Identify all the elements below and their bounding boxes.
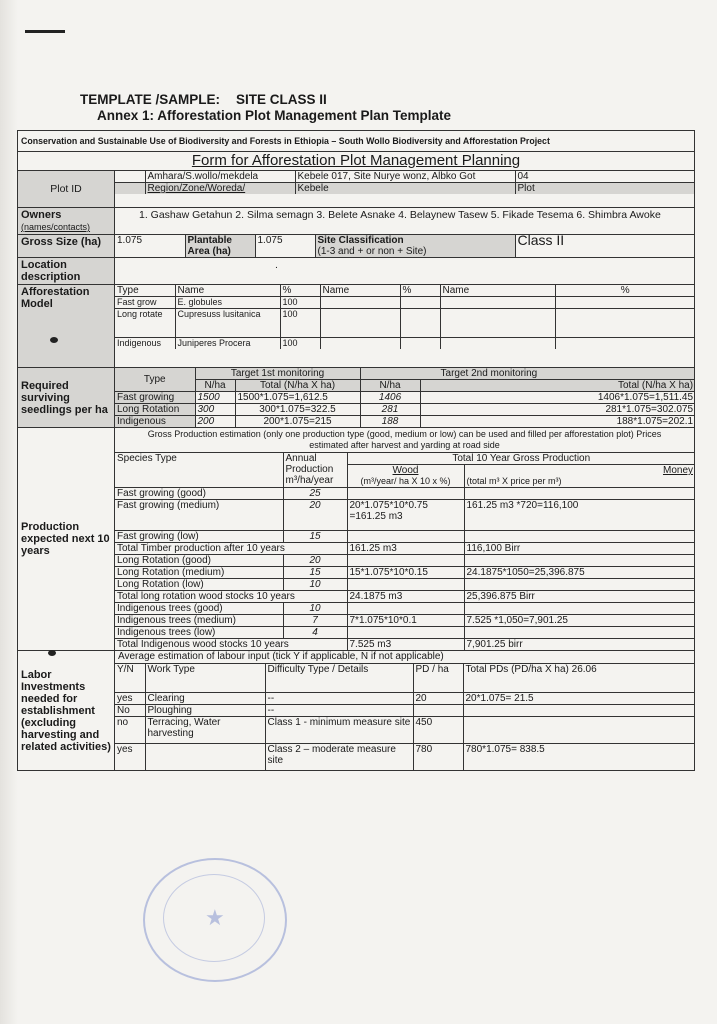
plot-id-table [115, 171, 695, 194]
gross-size-value: 1.075 [117, 235, 143, 246]
target1-header: Target 1st monitoring [195, 368, 360, 380]
labor-table [115, 663, 695, 770]
seedling-t2: 1406*1.075=1,511.45 [420, 392, 695, 404]
production-species: Fast growing (low) [115, 531, 283, 543]
seedling-type: Indigenous [115, 416, 195, 428]
site-class-value: Class II [517, 232, 565, 248]
model-row-type: Fast grow [115, 297, 175, 309]
model-header-type: Type [115, 285, 175, 297]
ink-blot [50, 337, 58, 343]
production-money [464, 531, 695, 543]
labor-pd: 780 [413, 744, 463, 771]
management-plan-form [17, 130, 695, 771]
production-species: Fast growing (medium) [115, 500, 283, 531]
model-row-pct: 100 [280, 338, 320, 350]
labor-label: Labor Investments needed for establishment (excluding harvesting and related activities) [18, 651, 115, 771]
owners-value: 1. Gashaw Getahun 2. Silma semagn 3. Belete Asnake 4. Belaynew Tasew 5. Fikade Tesema 6. Shimbra Awoke [115, 208, 695, 235]
seedling-type: Long Rotation [115, 404, 195, 416]
labor-work: Ploughing [145, 705, 265, 717]
production-wood [347, 555, 464, 567]
form-title: Form for Afforestation Plot Management Planning [18, 152, 695, 171]
seedling-t1: 300*1.075=322.5 [235, 404, 360, 416]
production-money: 7,901.25 birr [464, 639, 695, 651]
production-money [464, 627, 695, 639]
annex-title: Annex 1: Afforestation Plot Management Plan Template [97, 108, 452, 123]
production-annual: 7 [283, 615, 347, 627]
production-species: Total long rotation wood stocks 10 years [115, 591, 347, 603]
production-table [115, 452, 695, 650]
production-annual: 15 [283, 531, 347, 543]
labor-header-yn: Y/N [115, 664, 145, 693]
labor-yn: yes [115, 693, 145, 705]
production-annual: 15 [283, 567, 347, 579]
model-table [115, 285, 695, 349]
plot-label: Plot [515, 183, 695, 195]
model-header-name2: Name [320, 285, 400, 297]
production-annual: 20 [283, 555, 347, 567]
model-row-type: Long rotate [115, 309, 175, 338]
labor-difficulty: Class 1 - minimum measure site [265, 717, 413, 744]
plantable-label: Plantable Area (ha) [185, 235, 255, 257]
model-header-name3: Name [440, 285, 555, 297]
seedlings-type-header: Type [115, 368, 195, 392]
annual-header: Annual Production m³/ha/year [283, 453, 347, 488]
model-row-name: Cupresuss lusitanica [175, 309, 280, 338]
seedling-n2: 1406 [360, 392, 420, 404]
labor-header-work: Work Type [145, 664, 265, 693]
target1-total-header: Total (N/ha X ha) [235, 380, 360, 392]
seedling-type: Fast growing [115, 392, 195, 404]
seedling-n1: 1500 [195, 392, 235, 404]
total10-header: Total 10 Year Gross Production [347, 453, 695, 465]
model-row-pct: 100 [280, 309, 320, 338]
model-header-pct1: % [280, 285, 320, 297]
ink-blot [48, 650, 56, 656]
paper-edge [0, 0, 18, 1024]
template-heading [80, 92, 327, 107]
labor-yn: No [115, 705, 145, 717]
gross-size-table [115, 232, 695, 257]
production-annual: 4 [283, 627, 347, 639]
model-row-name: E. globules [175, 297, 280, 309]
owners-label: Owners [21, 209, 62, 221]
production-money: 116,100 Birr [464, 543, 695, 555]
labor-difficulty: -- [265, 693, 413, 705]
target2-header: Target 2nd monitoring [360, 368, 695, 380]
seedling-t2: 188*1.075=202.1 [420, 416, 695, 428]
production-species: Indigenous trees (low) [115, 627, 283, 639]
production-annual: 10 [283, 603, 347, 615]
production-wood [347, 579, 464, 591]
seedling-n1: 300 [195, 404, 235, 416]
production-wood [347, 488, 464, 500]
production-species: Indigenous trees (medium) [115, 615, 283, 627]
kebele-value: Kebele 017, Site Nurye wonz, Albko Got [295, 171, 515, 183]
model-row-name: Juniperes Procera [175, 338, 280, 350]
production-species: Fast growing (good) [115, 488, 283, 500]
labor-total: 780*1.075= 838.5 [463, 744, 695, 771]
labor-work: Terracing, Water harvesting [145, 717, 265, 744]
target1-nha-header: N/ha [195, 380, 235, 392]
location-label: Location description [18, 258, 115, 285]
production-wood [347, 603, 464, 615]
production-annual: 10 [283, 579, 347, 591]
labor-pd [413, 705, 463, 717]
seedling-n1: 200 [195, 416, 235, 428]
target2-nha-header: N/ha [360, 380, 420, 392]
production-money: 25,396.875 Birr [464, 591, 695, 603]
labor-note: Average estimation of labour input (tick Y if applicable, N if not applicable) [118, 651, 444, 662]
money-subheader: (total m³ X price per m³) [466, 476, 562, 486]
production-wood: 161.25 m3 [347, 543, 464, 555]
labor-work [145, 744, 265, 771]
wood-header: Wood [392, 465, 419, 476]
location-value: . [115, 258, 695, 285]
production-wood: 7*1.075*10*0.1 [347, 615, 464, 627]
region-label: Region/Zone/Woreda/ [145, 183, 295, 195]
production-wood [347, 627, 464, 639]
species-header: Species Type [115, 453, 283, 488]
production-wood [347, 531, 464, 543]
production-wood: 20*1.075*10*0.75 =161.25 m3 [347, 500, 464, 531]
labor-yn: yes [115, 744, 145, 771]
labor-total: 20*1.075= 21.5 [463, 693, 695, 705]
seedlings-label: Required surviving seedlings per ha [18, 368, 115, 428]
labor-total [463, 705, 695, 717]
wood-subheader: (m³/year/ ha X 10 x %) [360, 476, 451, 486]
labor-pd: 20 [413, 693, 463, 705]
production-wood: 24.1875 m3 [347, 591, 464, 603]
money-header: Money [662, 465, 693, 476]
kebele-label: Kebele [295, 183, 515, 195]
model-row-type: Indigenous [115, 338, 175, 350]
labor-difficulty: Class 2 – moderate measure site [265, 744, 413, 771]
seedling-t1: 200*1.075=215 [235, 416, 360, 428]
production-species: Total Timber production after 10 years [115, 543, 347, 555]
production-money: 24.1875*1050=25,396.875 [464, 567, 695, 579]
labor-header-pd: PD / ha [413, 664, 463, 693]
target2-total-header: Total (N/ha X ha) [420, 380, 695, 392]
plantable-value: 1.075 [255, 235, 315, 257]
seedlings-table [115, 368, 695, 427]
seedling-t1: 1500*1.075=1,612.5 [235, 392, 360, 404]
production-species: Long Rotation (good) [115, 555, 283, 567]
production-wood: 7.525 m3 [347, 639, 464, 651]
production-species: Indigenous trees (good) [115, 603, 283, 615]
production-species: Total Indigenous wood stocks 10 years [115, 639, 347, 651]
seedling-t2: 281*1.075=302.075 [420, 404, 695, 416]
pen-mark [25, 30, 65, 33]
labor-difficulty: -- [265, 705, 413, 717]
production-money: 161.25 m3 *720=116,100 [464, 500, 695, 531]
production-annual: 20 [283, 500, 347, 531]
plot-id-label: Plot ID [18, 171, 115, 208]
production-money [464, 488, 695, 500]
site-class-sublabel: (1-3 and + or non + Site) [317, 246, 427, 257]
seedling-n2: 188 [360, 416, 420, 428]
project-line: Conservation and Sustainable Use of Biodiversity and Forests in Ethiopia – South Wollo Biodiversity and Afforestation Project [18, 131, 695, 152]
site-class-heading: SITE CLASS II [236, 92, 327, 107]
model-header-name1: Name [175, 285, 280, 297]
owners-sublabel: (names/contacts) [21, 222, 91, 232]
labor-header-total: Total PDs (PD/ha X ha) 26.06 [463, 664, 695, 693]
template-label: TEMPLATE /SAMPLE: [80, 92, 220, 107]
production-species: Long Rotation (medium) [115, 567, 283, 579]
labor-yn: no [115, 717, 145, 744]
production-species: Long Rotation (low) [115, 579, 283, 591]
production-money [464, 555, 695, 567]
plot-value: 04 [515, 171, 695, 183]
model-header-pct3: % [555, 285, 695, 297]
production-note: Gross Production estimation (only one production type (good, medium or low) can be used and filled per afforestation plot) Prices estimated after harvest and yarding at road side [147, 429, 662, 450]
gross-size-label: Gross Size (ha) [18, 235, 115, 258]
seedling-n2: 281 [360, 404, 420, 416]
labor-header-difficulty: Difficulty Type / Details [265, 664, 413, 693]
production-money [464, 579, 695, 591]
stamp-emblem-icon: ★ [205, 905, 225, 930]
afforestation-model-label: Afforestation Model [21, 286, 90, 310]
production-label: Production expected next 10 years [21, 521, 110, 557]
production-wood: 15*1.075*10*0.15 [347, 567, 464, 579]
production-money: 7.525 *1,050=7,901.25 [464, 615, 695, 627]
production-annual: 25 [283, 488, 347, 500]
production-money [464, 603, 695, 615]
labor-pd: 450 [413, 717, 463, 744]
labor-work: Clearing [145, 693, 265, 705]
labor-total [463, 717, 695, 744]
site-class-label: Site Classification [317, 235, 404, 246]
model-row-pct: 100 [280, 297, 320, 309]
region-value: Amhara/S.wollo/mekdela [145, 171, 295, 183]
model-header-pct2: % [400, 285, 440, 297]
